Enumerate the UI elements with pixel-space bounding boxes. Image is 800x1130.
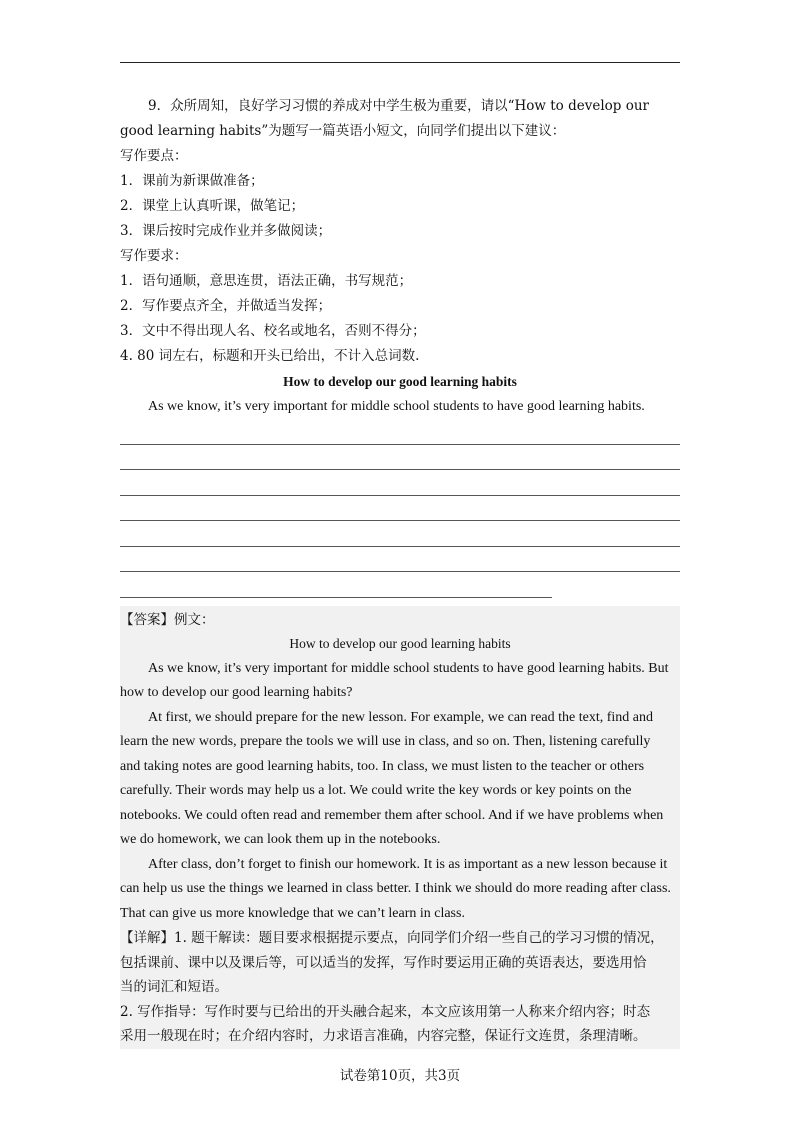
essay-opening: As we know, it’s very important for middle school students to have good learning habits.: [148, 399, 645, 414]
answer-text-line: and taking notes are good learning habits, too. In class, we must listen to the teacher or others: [120, 758, 645, 774]
writing-point: 2．课堂上认真听课，做笔记；: [120, 198, 305, 214]
answer-explanation: [120, 926, 680, 1049]
explanation-line: 采用一般现在时；在介绍内容时，力求语言准确，内容完整，保证行文连贯，条理清晰。: [120, 1028, 647, 1044]
question-intro-line1: 9．众所周知，良好学习习惯的养成对中学生极为重要，请以“How to develop our: [148, 98, 649, 114]
writing-requirement: 2．写作要点齐全，并做适当发挥；: [120, 298, 332, 314]
answer-text-line: notebooks. We could often read and remember them after school. And if we have problems when: [120, 807, 664, 823]
answer-text-line: That can give us more knowledge that we can’t learn in class.: [120, 905, 465, 921]
page-footer: 试卷第10页，共3页: [339, 1068, 461, 1084]
answer-text-line: After class, don’t forget to finish our homework. It is as important as a new lesson because it: [148, 856, 668, 872]
writing-line: [120, 521, 680, 547]
explanation-line: 2. 写作指导：写作时要与已给出的开头融合起来，本文应该用第一人称来介绍内容；时态: [120, 1003, 651, 1020]
answer-text-line: how to develop our good learning habits?: [120, 685, 353, 700]
writing-requirement: 1．语句通顺，意思连贯，语法正确，书写规范；: [120, 273, 413, 289]
writing-requirements-heading: 写作要求：: [120, 248, 188, 264]
writing-points-heading: 写作要点：: [120, 148, 188, 164]
writing-line: [120, 470, 680, 496]
essay-title: How to develop our good learning habits: [283, 374, 517, 389]
question-intro-line2: good learning habits”为题写一篇英语小短文，向同学们提出以下建议：: [120, 123, 566, 139]
writing-line: [120, 572, 552, 598]
writing-point: 1．课前为新课做准备；: [120, 173, 264, 189]
writing-point: 3．课后按时完成作业并多做阅读；: [120, 223, 332, 239]
answer-text-line: At first, we should prepare for the new lesson. For example, we can read the text, find and: [148, 709, 654, 725]
answer-section: [120, 606, 680, 1049]
answer-essay-body: [120, 657, 680, 927]
writing-line: [120, 547, 680, 573]
answer-essay-title: How to develop our good learning habits: [289, 636, 511, 651]
page-content: [120, 94, 680, 1049]
answer-text-line: As we know, it’s very important for middle school students to have good learning habits. But: [148, 660, 669, 676]
answer-text-line: carefully. Their words may help us a lot. We could write the key words or key points on the: [120, 783, 632, 798]
answer-writing-area: [120, 419, 680, 598]
writing-line: [120, 496, 680, 522]
answer-text-line: learn the new words, prepare the tools we will use in class, and so on. Then, listening carefully: [120, 734, 651, 749]
explanation-line: 包括课前、课中以及课后等，可以适当的发挥，写作时要运用正确的英语表达，要选用恰: [120, 954, 647, 971]
writing-requirement: 4. 80 词左右，标题和开头已给出，不计入总词数.: [120, 348, 420, 364]
answer-label: 【答案】例文：: [120, 611, 215, 628]
writing-line: [120, 445, 680, 471]
explanation-line: 【详解】1. 题干解读：题目要求根据提示要点，向同学们介绍一些自己的学习习惯的情况，: [120, 930, 664, 946]
writing-requirement: 3．文中不得出现人名、校名或地名，否则不得分；: [120, 323, 426, 339]
answer-text-line: can help us use the things we learned in class better. I think we should do more reading after class.: [120, 881, 671, 896]
answer-text-line: we do homework, we can look them up in the notebooks.: [120, 832, 441, 847]
explanation-line: 当的词汇和短语。: [120, 979, 228, 995]
writing-line: [120, 419, 680, 445]
header-rule: [120, 62, 680, 63]
